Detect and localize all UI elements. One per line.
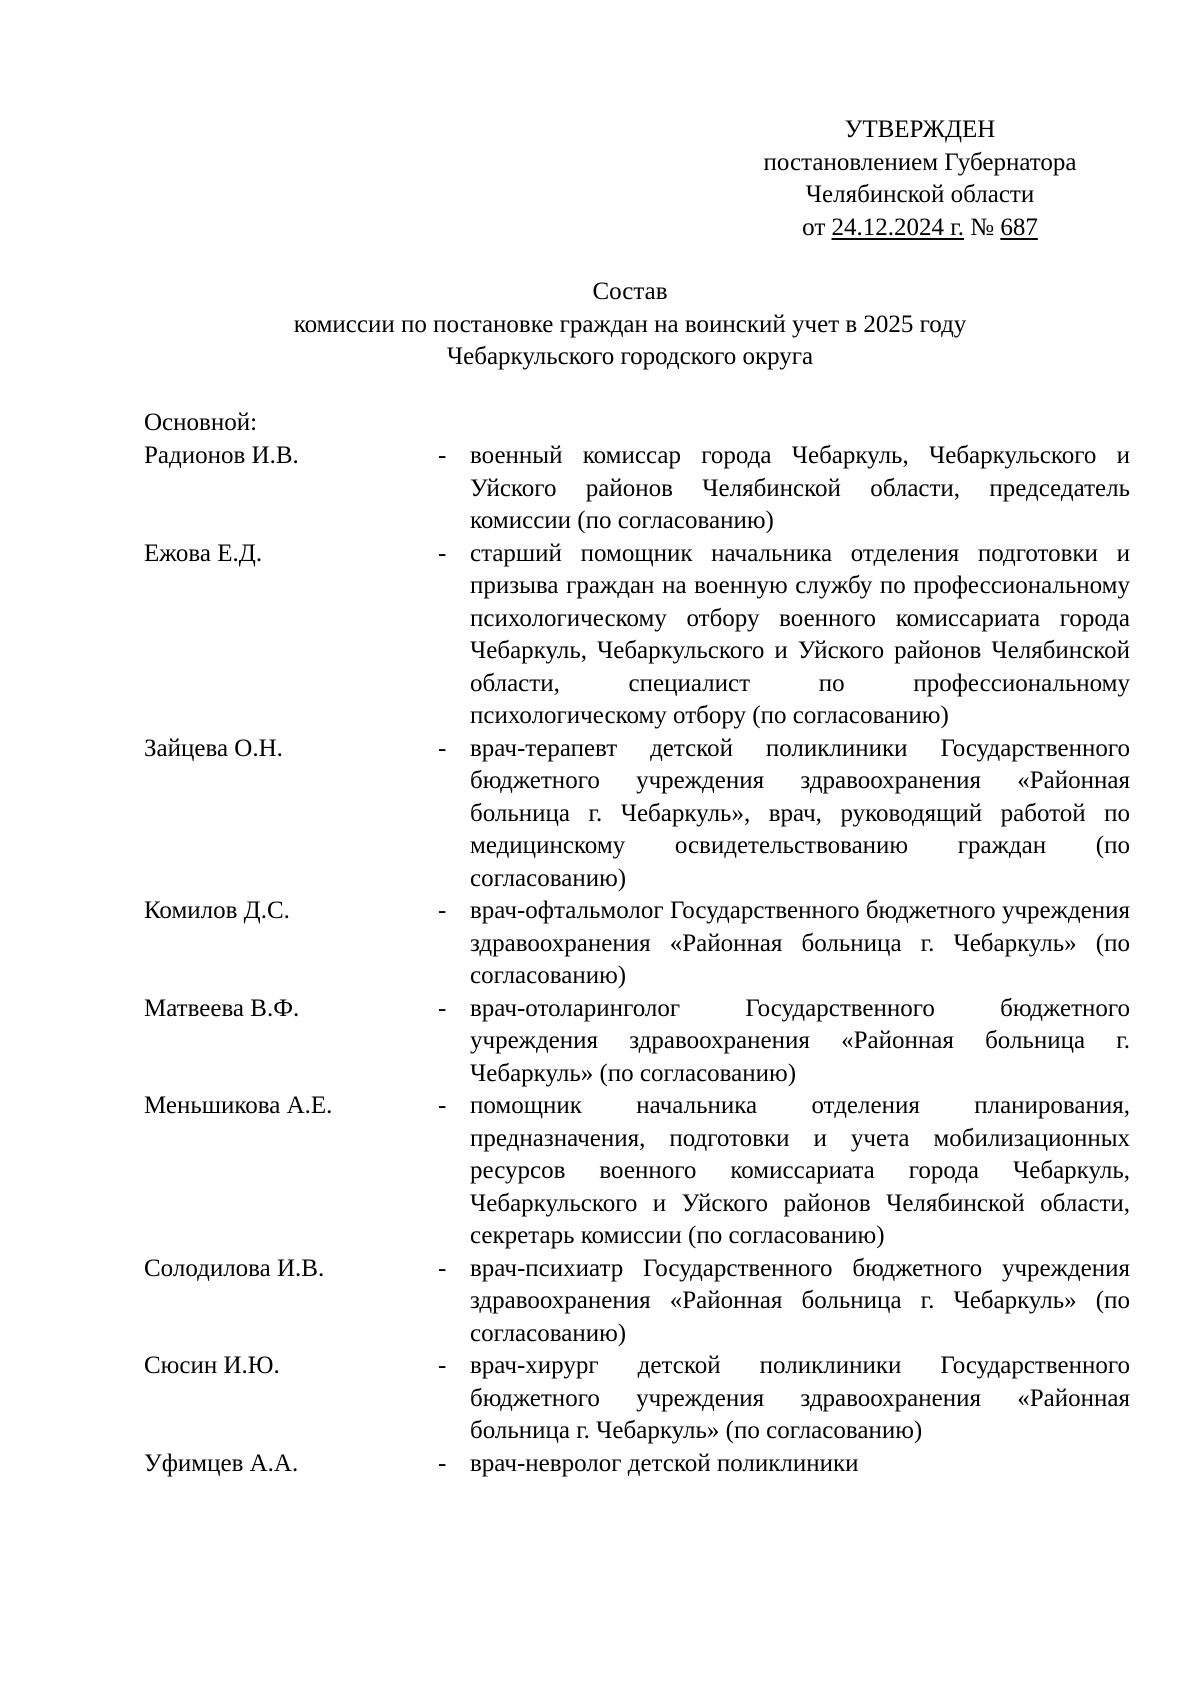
member-role: врач-терапевт детской поликлиники Государственного бюджетного учреждения здравоохранения «Районная больница г. Чебаркуль», врач, руководящий работой по медицинскому освидетельствованию граждан (по согласованию)	[470, 734, 1130, 892]
approval-date-prefix: от	[802, 213, 826, 241]
approval-region-line: Челябинской области	[805, 181, 1035, 208]
approval-number-sign: №	[970, 213, 995, 241]
member-row	[144, 1350, 1130, 1448]
member-row	[144, 1448, 1130, 1481]
title-line-3: Чебаркульского городского округа	[446, 343, 814, 370]
member-role: врач-офтальмолог Государственного бюджетного учреждения здравоохранения «Районная больница г. Чебаркуль» (по согласованию)	[470, 897, 1130, 989]
member-dash: -	[438, 539, 447, 567]
member-name: Зайцева О.Н.	[144, 734, 283, 762]
approval-date: 24.12.2024 г.	[831, 213, 964, 241]
section-label-main: Основной:	[144, 409, 258, 436]
member-role: врач-хирург детской поликлиники Государственного бюджетного учреждения здравоохранения «Районная больница г. Чебаркуль» (по согласованию)	[470, 1352, 1130, 1444]
member-name: Ежова Е.Д.	[144, 539, 263, 567]
title-line-2: комиссии по постановке граждан на воинский учет в 2025 году	[293, 310, 967, 338]
approval-decree-line: постановлением Губернатора	[763, 148, 1077, 176]
member-role: врач-отоларинголог Государственного бюджетного учреждения здравоохранения «Районная больница г. Чебаркуль» (по согласованию)	[470, 994, 1130, 1087]
member-dash: -	[438, 897, 447, 924]
member-row	[144, 538, 1130, 733]
member-name: Радионов И.В.	[144, 442, 299, 469]
member-dash: -	[438, 734, 447, 762]
approval-block	[740, 114, 1100, 244]
approval-date-line	[740, 212, 1100, 245]
member-list	[144, 440, 1130, 1480]
member-row	[144, 993, 1130, 1091]
member-name: Комилов Д.С.	[144, 897, 290, 924]
member-dash: -	[438, 994, 447, 1022]
title-line-1: Состав	[592, 278, 668, 305]
member-name: Меньшикова А.Е.	[144, 1092, 333, 1119]
member-row	[144, 733, 1130, 896]
member-name: Уфимцев А.А.	[144, 1449, 299, 1477]
member-row	[144, 1253, 1130, 1351]
member-dash: -	[438, 442, 447, 469]
member-row	[144, 440, 1130, 538]
member-name: Солодилова И.В.	[144, 1254, 325, 1282]
member-role: военный комиссар города Чебаркуль, Чебаркульского и Уйского районов Челябинской области, председатель комиссии (по согласованию)	[470, 442, 1130, 534]
approval-heading: УТВЕРЖДЕН	[844, 116, 996, 143]
member-dash: -	[438, 1092, 447, 1119]
approval-number: 687	[1000, 213, 1038, 241]
member-role: врач-психиатр Государственного бюджетного учреждения здравоохранения «Районная больница г. Чебаркуль» (по согласованию)	[470, 1254, 1130, 1347]
document-title	[140, 276, 1120, 374]
member-role: помощник начальника отделения планирования, предназначения, подготовки и учета мобилизационных ресурсов военного комиссариата города Чебаркуль, Чебаркульского и Уйского районов Челябинской области, секретарь комиссии (по согласованию)	[470, 1092, 1130, 1249]
member-row	[144, 895, 1130, 993]
member-dash: -	[438, 1449, 447, 1477]
member-row	[144, 1090, 1130, 1253]
member-name: Матвеева В.Ф.	[144, 994, 300, 1022]
member-dash: -	[438, 1254, 447, 1282]
member-role: старший помощник начальника отделения подготовки и призыва граждан на военную службу по профессиональному психологическому отбору военного комиссариата города Чебаркуль, Чебаркульского и Уйского районов Челябинской области, специалист по профессиональному психологическому отбору (по согласованию)	[470, 539, 1130, 729]
member-dash: -	[438, 1352, 447, 1379]
member-role: врач-невролог детской поликлиники	[470, 1449, 859, 1477]
member-name: Сюсин И.Ю.	[144, 1352, 280, 1379]
